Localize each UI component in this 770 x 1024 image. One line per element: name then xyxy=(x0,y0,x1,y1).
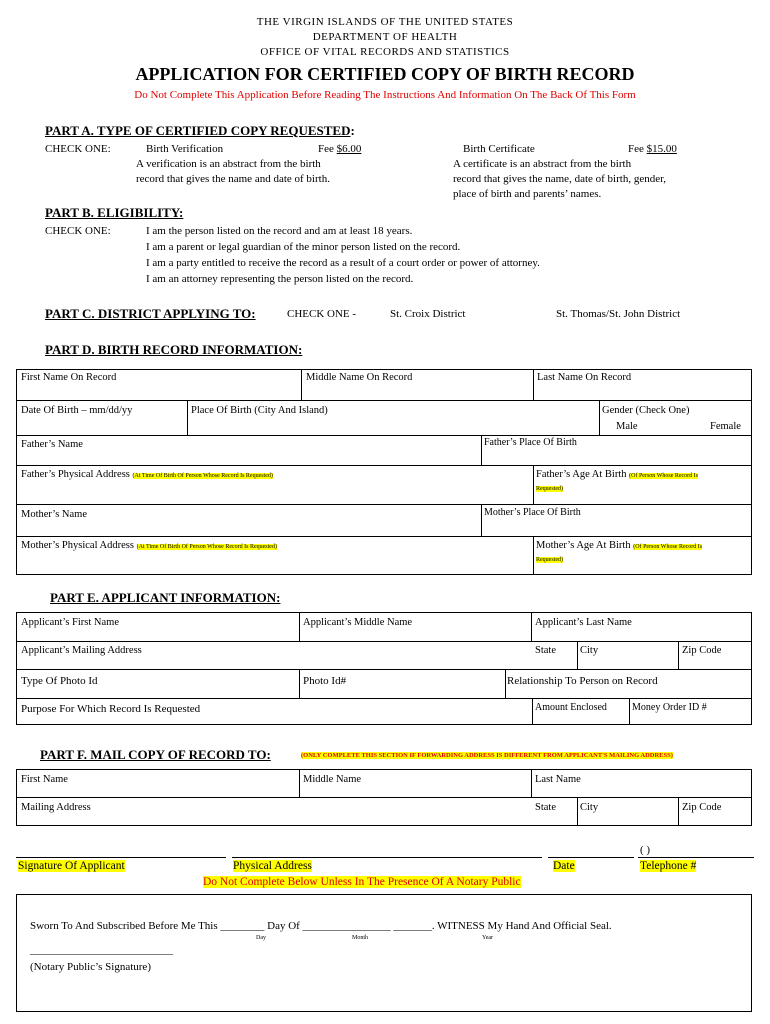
mothers-place-of-birth-field[interactable]: Mother’s Place Of Birth xyxy=(484,507,581,518)
certificate-desc-1: A certificate is an abstract from the birth xyxy=(453,158,632,170)
phone-area-code: ( ) xyxy=(640,844,651,856)
part-a-check-one: CHECK ONE: xyxy=(45,143,111,155)
mail-zip-field[interactable]: Zip Code xyxy=(682,802,722,813)
applicant-middle-name-field[interactable]: Applicant’s Middle Name xyxy=(303,617,413,628)
mail-last-name-field[interactable]: Last Name xyxy=(535,774,581,785)
mail-state-field[interactable]: State xyxy=(535,802,556,813)
fathers-name-field[interactable]: Father’s Name xyxy=(21,439,83,450)
money-order-id-field[interactable]: Money Order ID # xyxy=(632,702,707,713)
mail-middle-name-field[interactable]: Middle Name xyxy=(303,774,362,785)
photo-id-type-field[interactable]: Type Of Photo Id xyxy=(21,675,98,687)
certificate-desc-3: place of birth and parents’ names. xyxy=(453,188,602,200)
date-line[interactable] xyxy=(548,857,634,858)
last-name-on-record-field[interactable]: Last Name On Record xyxy=(537,372,632,383)
part-e-heading: PART E. APPLICANT INFORMATION: xyxy=(50,590,281,605)
district-st-croix[interactable]: St. Croix District xyxy=(390,308,466,320)
form-title: APPLICATION FOR CERTIFIED COPY OF BIRTH RECORD xyxy=(135,64,635,84)
fathers-physical-address-field[interactable]: Father’s Physical Address (At Time Of Birth Of Person Whose Record Is Requested) xyxy=(21,469,273,480)
part-f-heading: PART F. MAIL COPY OF RECORD TO: xyxy=(40,747,271,762)
amount-enclosed-field[interactable]: Amount Enclosed xyxy=(535,702,607,713)
part-d-heading: PART D. BIRTH RECORD INFORMATION: xyxy=(45,342,303,357)
verification-desc-1: A verification is an abstract from the birth xyxy=(136,158,321,170)
part-a-heading: PART A. TYPE OF CERTIFIED COPY REQUESTED: xyxy=(45,123,355,138)
part-f-note: (ONLY COMPLETE THIS SECTION IF FORWARDING ADDRESS IS DIFFERENT FROM APPLICANT'S MAILING ADDRESS) xyxy=(301,752,673,759)
place-of-birth-field[interactable]: Place Of Birth (City And Island) xyxy=(191,405,328,416)
read-instructions-warning: Do Not Complete This Application Before Reading The Instructions And Information On The Back Of This Form xyxy=(134,89,636,101)
photo-id-number-field[interactable]: Photo Id# xyxy=(303,675,347,687)
district-st-thomas-st-john[interactable]: St. Thomas/St. John District xyxy=(556,308,681,320)
signature-label: Signature Of Applicant xyxy=(18,860,125,872)
gender-label: Gender (Check One) xyxy=(602,405,690,416)
part-c-heading: PART C. DISTRICT APPLYING TO: xyxy=(45,306,256,321)
applicant-last-name-field[interactable]: Applicant’s Last Name xyxy=(535,617,632,628)
physical-address-label: Physical Address xyxy=(233,860,312,872)
applicant-mailing-address-field[interactable]: Applicant’s Mailing Address xyxy=(21,645,142,656)
part-b-heading: PART B. ELIGIBILITY: xyxy=(45,205,184,220)
fathers-place-of-birth-field[interactable]: Father’s Place Of Birth xyxy=(484,437,577,448)
fathers-age-at-birth-field[interactable]: Father’s Age At Birth (Of Person Whose Record Is Requested) xyxy=(536,469,699,492)
mail-first-name-field[interactable]: First Name xyxy=(21,774,68,785)
gender-female-option[interactable]: Female xyxy=(710,421,741,432)
mothers-name-field[interactable]: Mother’s Name xyxy=(21,509,87,520)
notary-warning: Do Not Complete Below Unless In The Presence Of A Notary Public xyxy=(203,876,521,888)
birth-verification-option[interactable]: Birth Verification xyxy=(146,143,224,155)
day-caption: Day xyxy=(256,935,266,941)
eligibility-option-attorney[interactable]: I am an attorney representing the person listed on the record. xyxy=(146,273,414,285)
date-label: Date xyxy=(553,860,575,872)
certificate-fee: Fee $15.00 xyxy=(628,143,677,155)
mothers-physical-address-field[interactable]: Mother’s Physical Address (At Time Of Birth Of Person Whose Record Is Requested) xyxy=(21,540,277,551)
certificate-desc-2: record that gives the name, date of birth, gender, xyxy=(453,173,667,185)
notary-signature-line[interactable]: __________________________ xyxy=(30,944,173,956)
gender-male-option[interactable]: Male xyxy=(616,421,638,432)
agency-line-2: DEPARTMENT OF HEALTH xyxy=(312,31,458,43)
sworn-statement: Sworn To And Subscribed Before Me This ________ Day Of ________________ _______. WITNESS My Hand And Official Seal. xyxy=(30,920,612,932)
notary-signature-label: (Notary Public’s Signature) xyxy=(30,961,151,973)
month-caption: Month xyxy=(352,935,369,941)
eligibility-option-court-order[interactable]: I am a party entitled to receive the record as a result of a court order or power of attorney. xyxy=(146,257,540,269)
physical-address-line[interactable] xyxy=(232,857,542,858)
mothers-age-at-birth-field[interactable]: Mother’s Age At Birth (Of Person Whose Record Is Requested) xyxy=(536,540,703,563)
agency-line-3: OFFICE OF VITAL RECORDS AND STATISTICS xyxy=(260,46,510,58)
verification-fee: Fee $6.00 xyxy=(318,143,362,155)
applicant-city-field[interactable]: City xyxy=(580,645,599,656)
telephone-line[interactable] xyxy=(638,857,754,858)
applicant-first-name-field[interactable]: Applicant’s First Name xyxy=(21,617,119,628)
eligibility-option-self[interactable]: I am the person listed on the record and am at least 18 years. xyxy=(146,225,413,237)
eligibility-option-parent[interactable]: I am a parent or legal guardian of the minor person listed on the record. xyxy=(146,241,461,253)
telephone-label: Telephone # xyxy=(640,860,697,872)
applicant-zip-field[interactable]: Zip Code xyxy=(682,645,722,656)
mail-mailing-address-field[interactable]: Mailing Address xyxy=(21,802,91,813)
agency-line-1: THE VIRGIN ISLANDS OF THE UNITED STATES xyxy=(256,16,514,28)
middle-name-on-record-field[interactable]: Middle Name On Record xyxy=(306,372,413,383)
date-of-birth-field[interactable]: Date Of Birth – mm/dd/yy xyxy=(21,405,133,416)
verification-desc-2: record that gives the name and date of birth. xyxy=(136,173,330,185)
mail-city-field[interactable]: City xyxy=(580,802,599,813)
first-name-on-record-field[interactable]: First Name On Record xyxy=(21,372,117,383)
part-b-check-one: CHECK ONE: xyxy=(45,225,111,237)
relationship-field[interactable]: Relationship To Person on Record xyxy=(507,675,658,687)
purpose-field[interactable]: Purpose For Which Record Is Requested xyxy=(21,703,201,715)
part-c-check-one: CHECK ONE - xyxy=(287,308,357,320)
applicant-state-field[interactable]: State xyxy=(535,645,556,656)
signature-line[interactable] xyxy=(16,857,226,858)
birth-certificate-option[interactable]: Birth Certificate xyxy=(463,143,535,155)
year-caption: Year xyxy=(482,935,494,941)
